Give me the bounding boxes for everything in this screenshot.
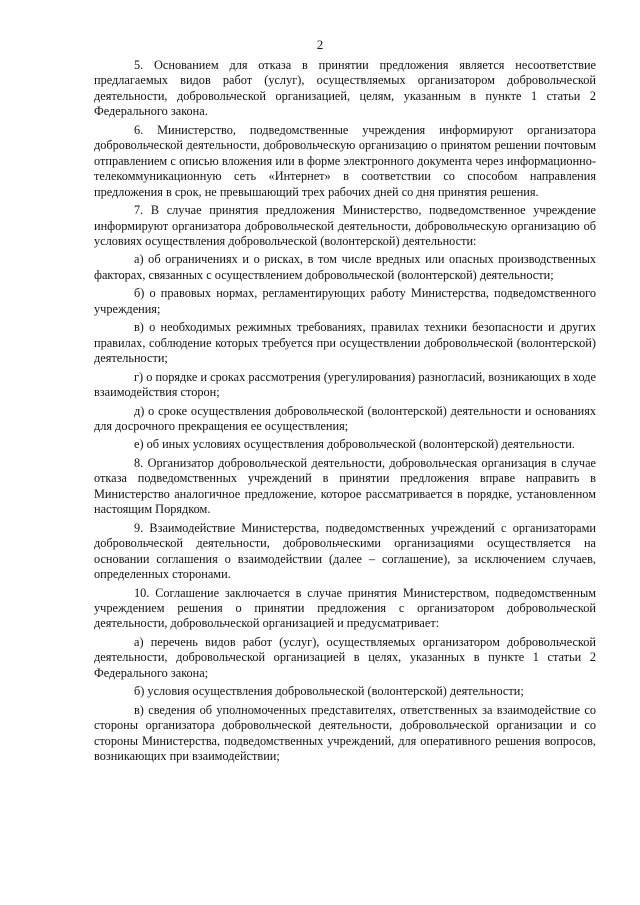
paragraph-6: 6. Министерство, подведомственные учреждения информируют организатора добровольческой деятельности, добровольческую организацию о принятом решении почтовым отправлением с описью вложения или в форме электронного документа через информационно-телекоммуникационную сеть «Интернет» в соответствии со способом направления предложения в срок, не превышающий трех рабочих дней со дня принятия решения. bbox=[94, 122, 596, 199]
paragraph-10v: в) сведения об уполномоченных представителях, ответственных за взаимодействие со стороны организатора добровольческой деятельности, добровольческой организации и со стороны Министерства, подведомственных учреждений, для оперативного решения вопросов, возникающих при взаимодействии; bbox=[94, 702, 596, 764]
paragraph-10: 10. Соглашение заключается в случае принятия Министерством, подведомственным учреждением решения о принятии предложения с организатором добровольческой деятельности, добровольческой организацией и предусматривает: bbox=[94, 585, 596, 631]
paragraph-7v: в) о необходимых режимных требованиях, правилах техники безопасности и других правилах, соблюдение которых требуется при осуществлении добровольческой (волонтерской) деятельности; bbox=[94, 320, 596, 366]
paragraph-7e: е) об иных условиях осуществления добровольческой (волонтерской) деятельности. bbox=[134, 437, 575, 452]
paragraph-7g: г) о порядке и сроках рассмотрения (урегулирования) разногласий, возникающих в ходе взаимодействия сторон; bbox=[94, 369, 596, 400]
paragraph-7b: б) о правовых нормах, регламентирующих работу Министерства, подведомственного учреждения; bbox=[94, 286, 596, 316]
paragraph-8: 8. Организатор добровольческой деятельности, добровольческая организация в случае отказа подведомственных учреждений в принятии предложения вправе направить в Министерство аналогичное предложение, которое рассматривается в порядке, установленном настоящим Порядком. bbox=[94, 455, 596, 517]
paragraph-7: 7. В случае принятия предложения Министерство, подведомственное учреждение информируют организатора добровольческой деятельности, добровольческую организацию об условиях осуществления добровольческой (волонтерской) деятельности: bbox=[94, 203, 596, 248]
paragraph-10a: а) перечень видов работ (услуг), осуществляемых организатором добровольческой деятельности, добровольческой организацией в целях, указанных в пункте 1 статьи 2 Федерального закона; bbox=[94, 634, 596, 680]
paragraph-9: 9. Взаимодействие Министерства, подведомственных учреждений с организаторами добровольческой деятельности, добровольческими организациями осуществляется на основании соглашения о взаимодействии (далее – соглашение), за исключением случаев, определенных сторонами. bbox=[94, 520, 596, 582]
page-number: 2 bbox=[316, 37, 324, 52]
paragraph-7d: д) о сроке осуществления добровольческой (волонтерской) деятельности и основаниях для досрочного прекращения ее осуществления; bbox=[94, 403, 596, 433]
paragraph-7a: а) об ограничениях и о рисках, в том числе вредных или опасных производственных факторах, связанных с осуществлением добровольческой (волонтерской) деятельности; bbox=[94, 252, 596, 282]
paragraph-10b: б) условия осуществления добровольческой (волонтерской) деятельности; bbox=[134, 684, 524, 699]
document-body bbox=[94, 58, 596, 764]
paragraph-5: 5. Основанием для отказа в принятии предложения является несоответствие предлагаемых видов работ (услуг), осуществляемых организатором добровольческой деятельности, добровольческой организацией, целям, указанным в пункте 1 статьи 2 Федерального закона. bbox=[94, 58, 596, 119]
